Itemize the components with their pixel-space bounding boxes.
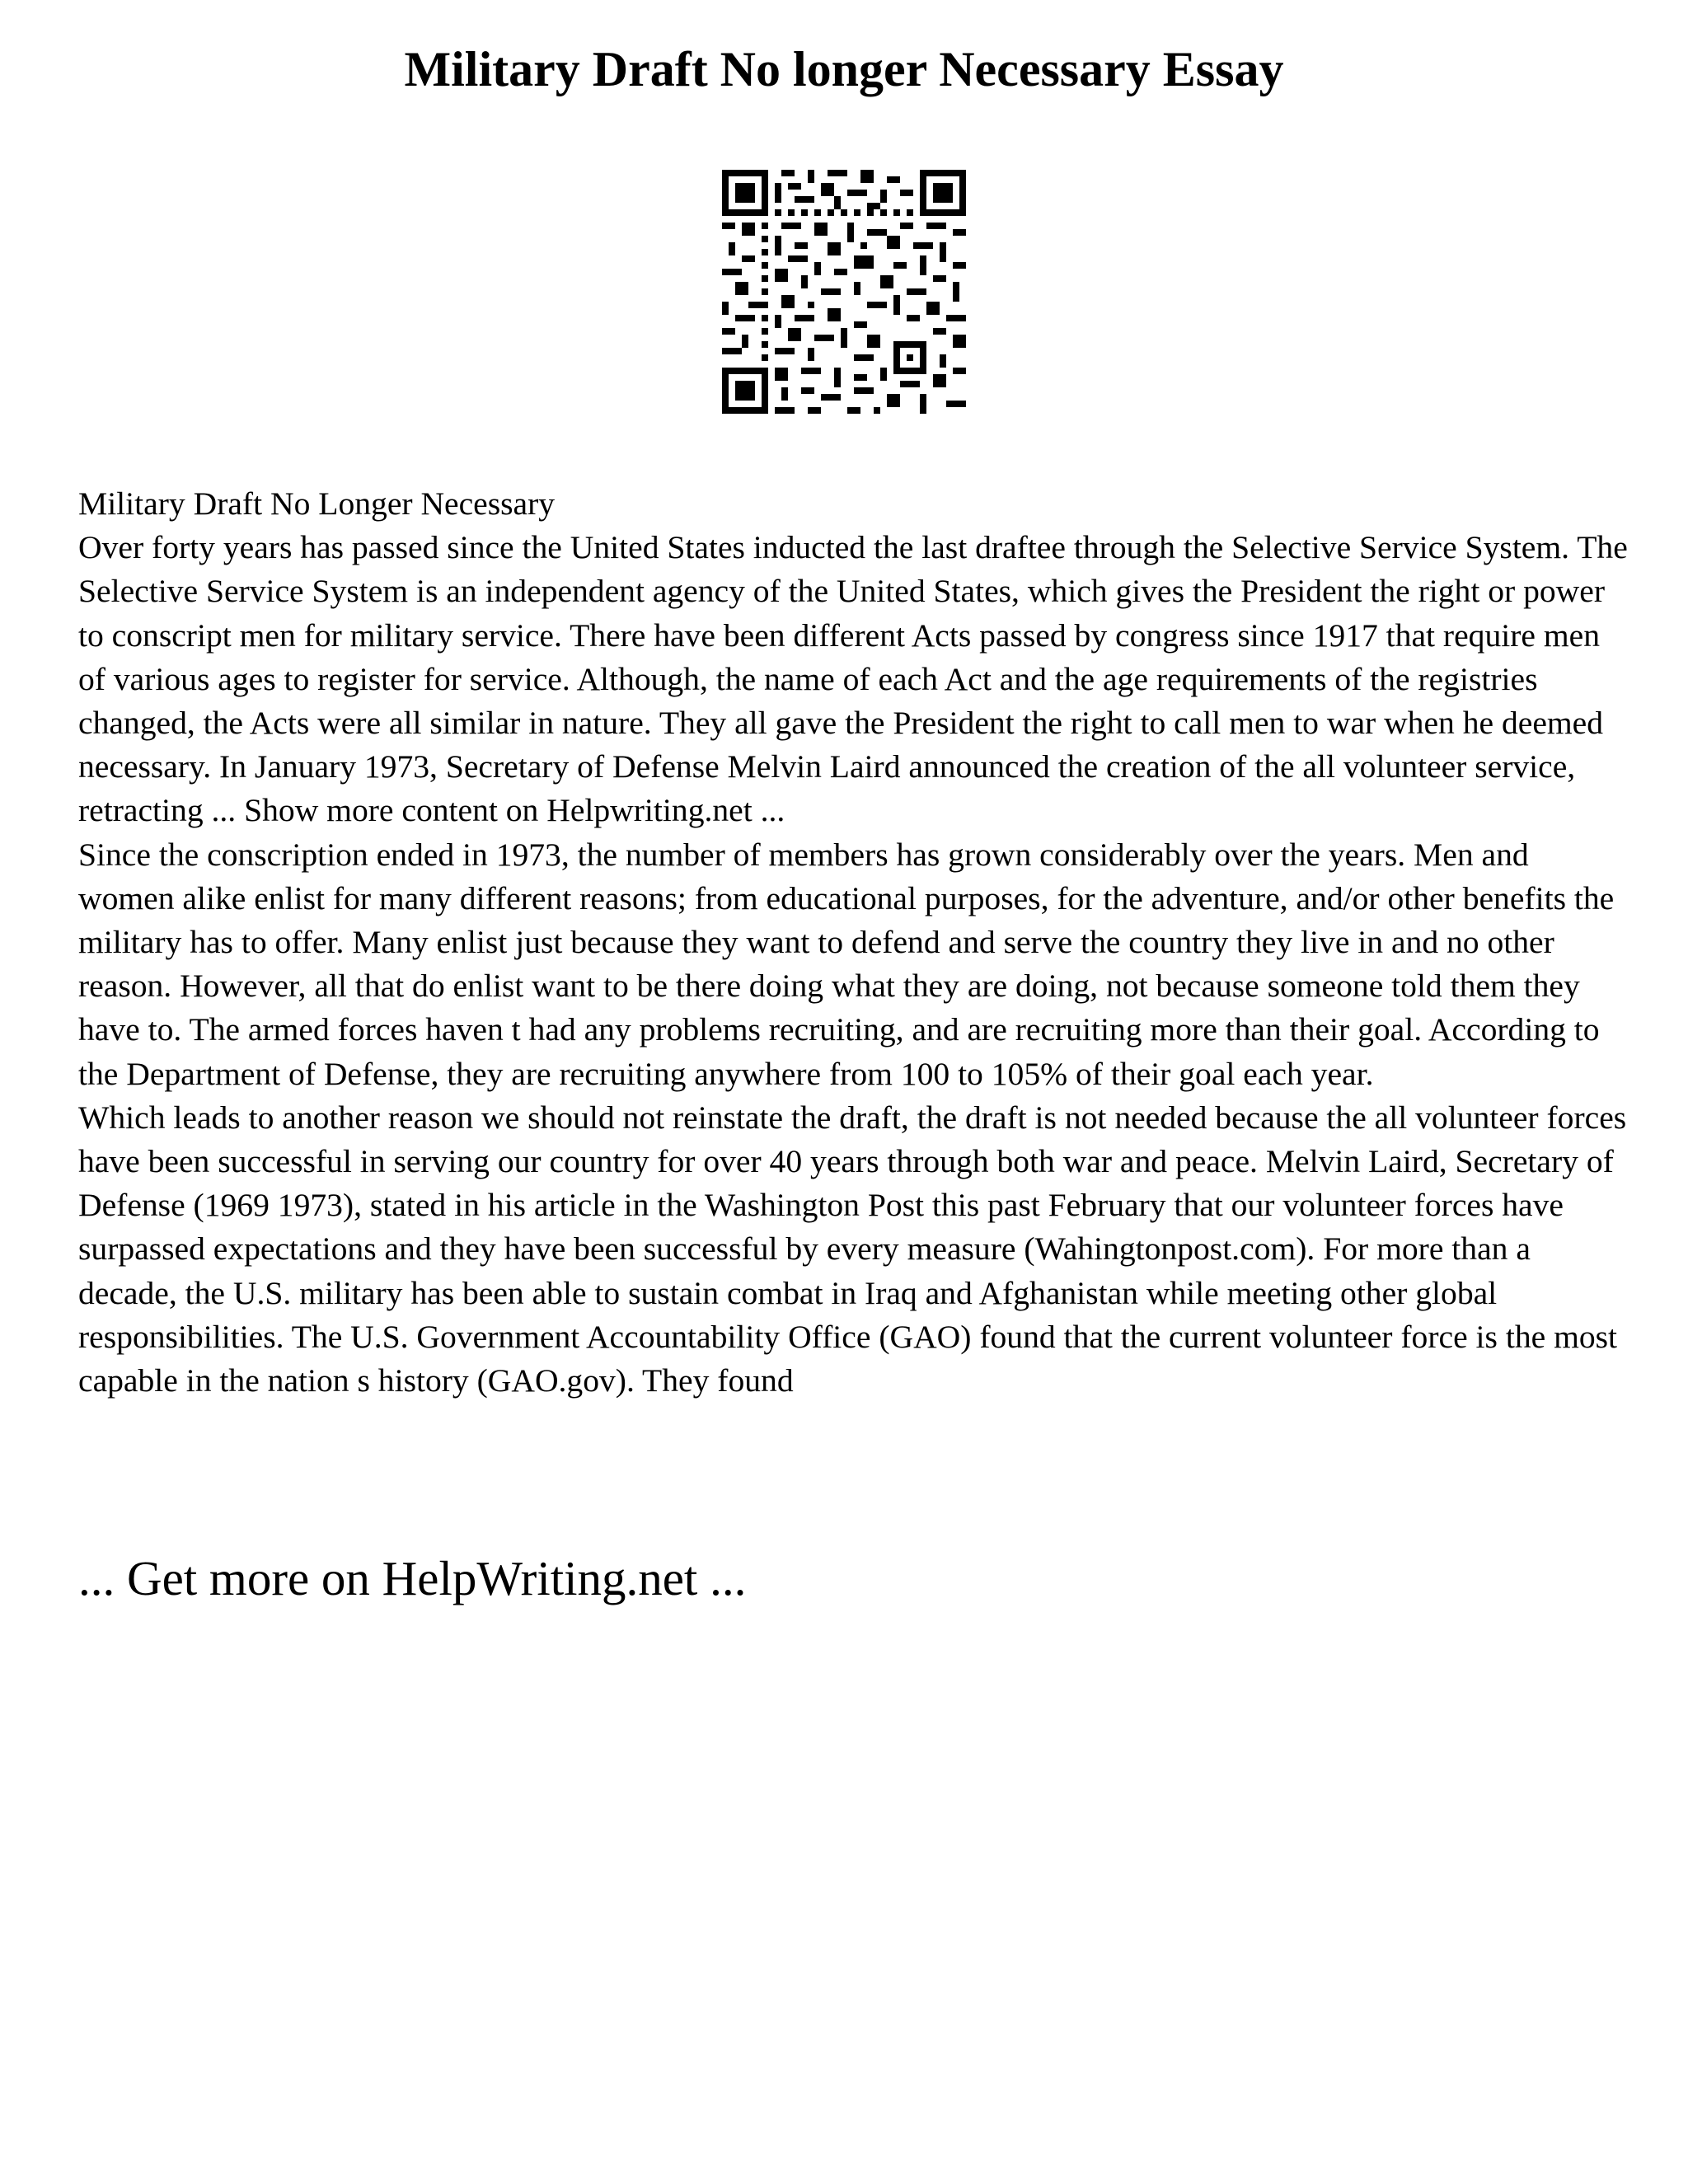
get-more-link[interactable]: ... Get more on HelpWriting.net ...: [78, 1551, 747, 1605]
qr-code-icon: [722, 170, 966, 414]
page-title: Military Draft No longer Necessary Essay: [404, 42, 1284, 96]
paragraph-3: Which leads to another reason we should not reinstate the draft, the draft is not needed because the all volunteer forces have been successful in serving our country for over 40 years through both war and peace. Melvin Laird, Secretary of Defense (1969 1973), stated in his article in the Washington Post this past February that our volunteer forces have surpassed expectations and they have been successful by every measure (Wahingtonpost.com). For more than a decade, the U.S. military has been able to sustain combat in Iraq and Afghanistan while meeting other global responsibilities. The U.S. Government Accountability Office (GAO) found that the current volunteer force is the most capable in the nation s history (GAO.gov). They found: [78, 1099, 1627, 1399]
essay-body: [78, 482, 1628, 1403]
paragraph-2: Since the conscription ended in 1973, the number of members has grown considerably over the years. Men and women alike enlist for many different reasons; from educational purposes, for the adventure, and/or other benefits the military has to offer. Many enlist just because they want to defend and serve the country they live in and no other reason. However, all that do enlist want to be there doing what they are doing, not because someone told them they have to. The armed forces haven t had any problems recruiting, and are recruiting more than their goal. According to the Department of Defense, they are recruiting anywhere from 100 to 105% of their goal each year.: [78, 836, 1615, 1092]
essay-heading: Military Draft No Longer Necessary: [78, 485, 556, 522]
paragraph-1: Over forty years has passed since the United States inducted the last draftee through the Selective Service System. The Selective Service System is an independent agency of the United States, which gives the President the right or power to conscript men for military service. There have been different Acts passed by congress since 1917 that require men of various ages to register for service. Although, the name of each Act and the age requirements of the registries changed, the Acts were all similar in nature. They all gave the President the right to call men to war when he deemed necessary. In January 1973, Secretary of Defense Melvin Laird announced the creation of the all volunteer service, retracting ... Show more content on Helpwriting.net ...: [78, 529, 1628, 829]
